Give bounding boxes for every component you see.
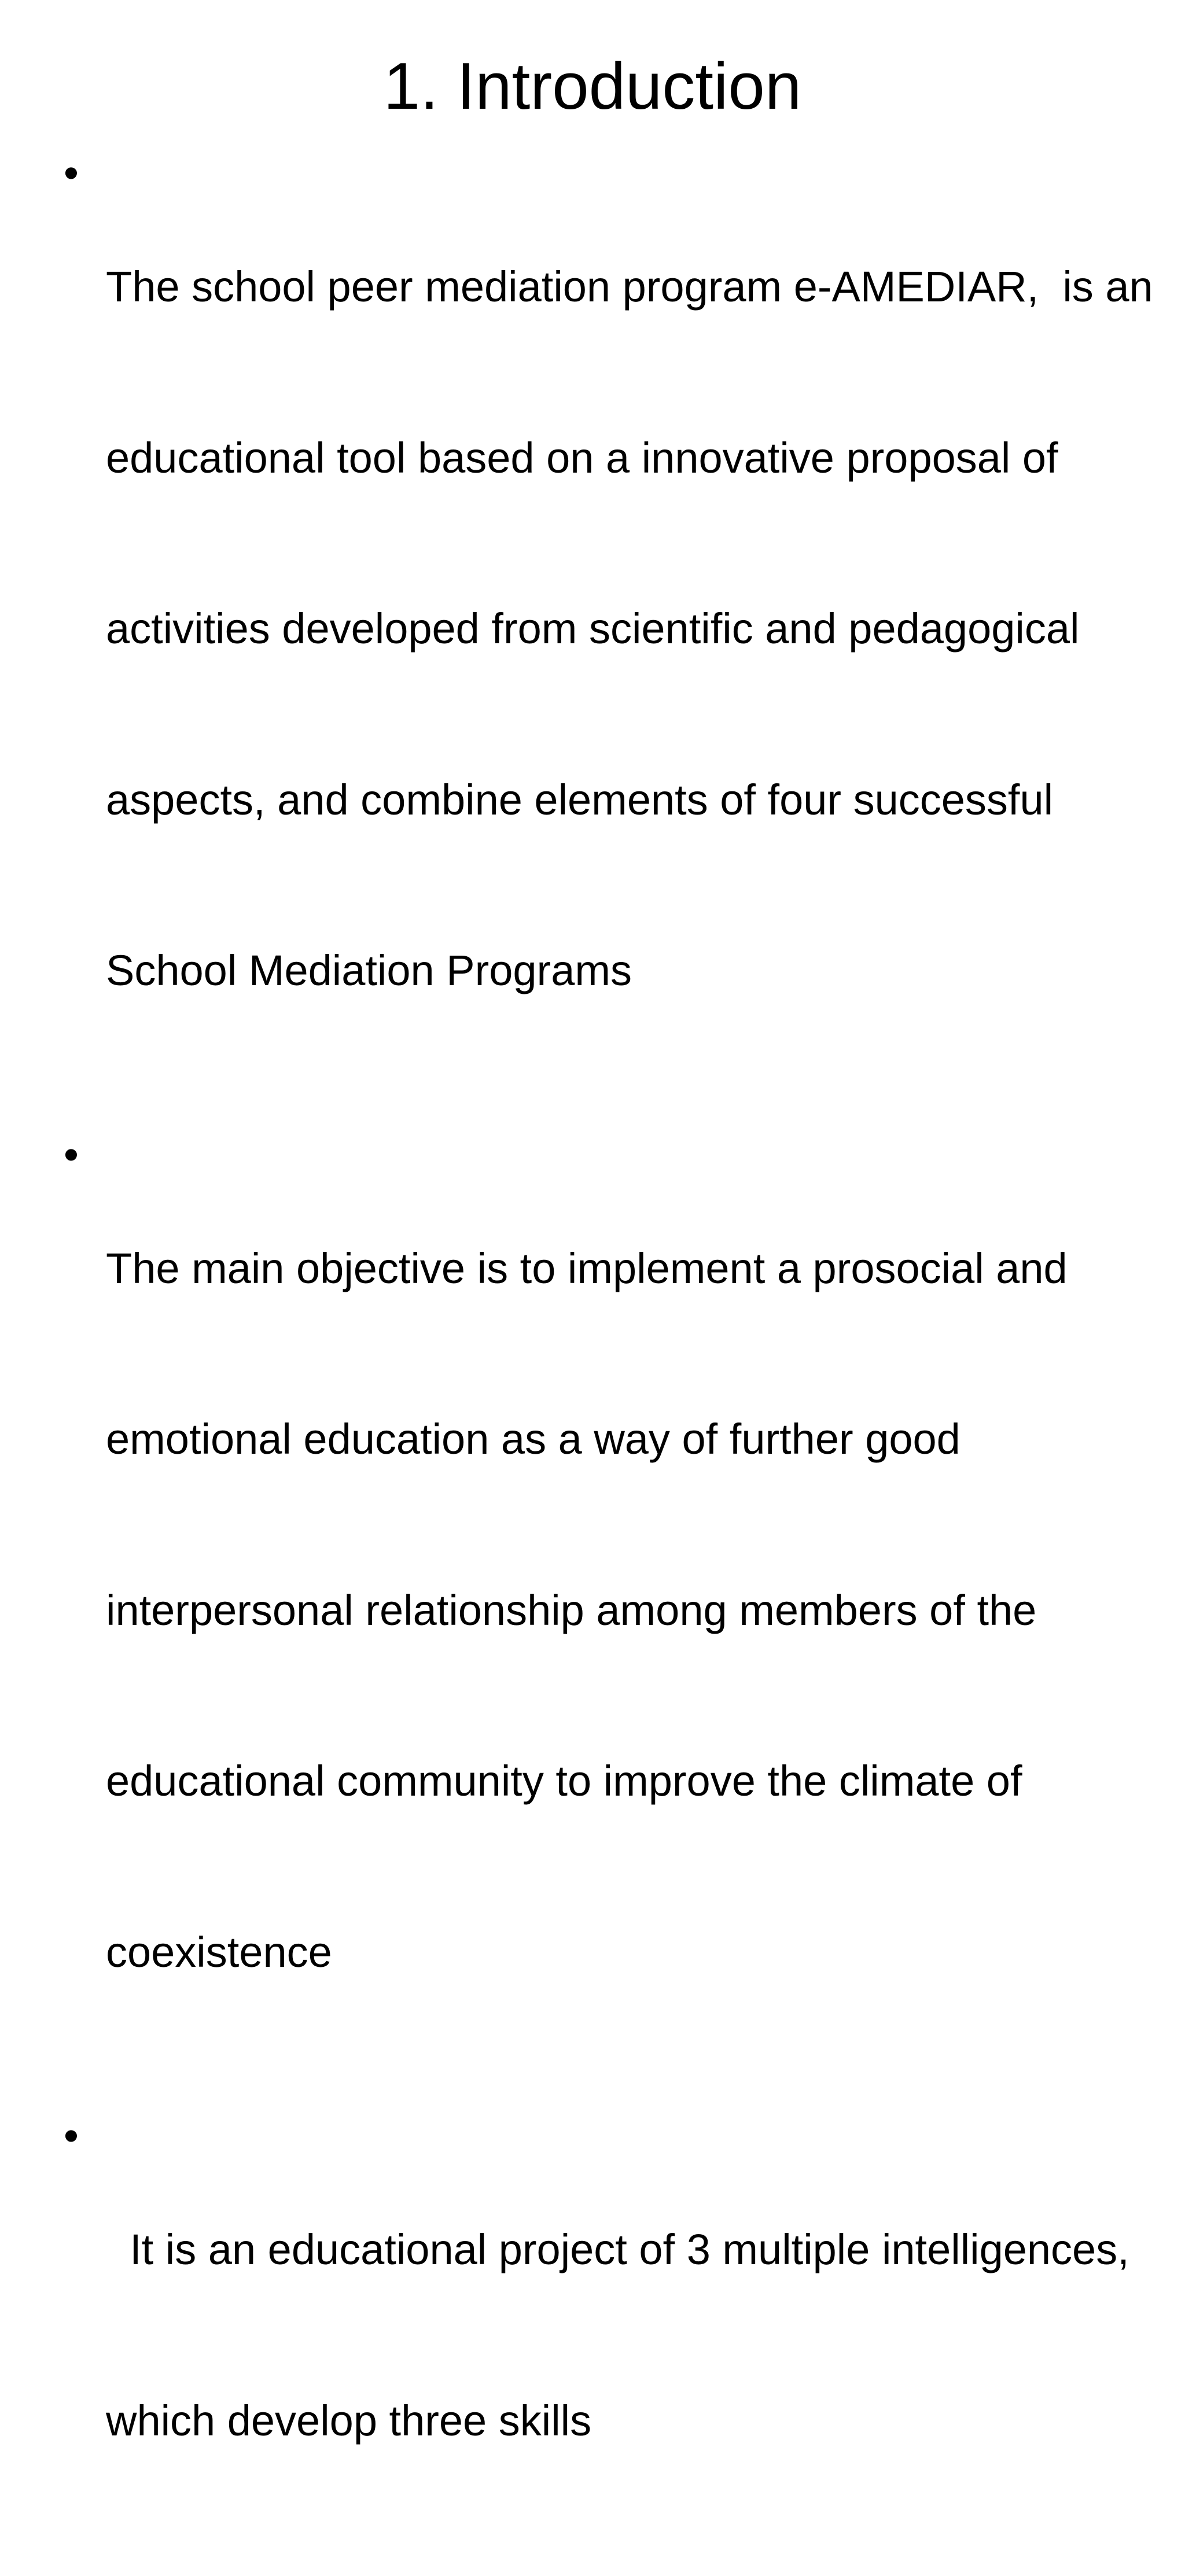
slide-title: 1. Introduction: [383, 50, 802, 123]
bullet-text: [106, 1126, 1151, 2095]
bullet-line: activities developed from scientific and pedagogical: [106, 605, 1080, 653]
bullet-line: interpersonal relationship among members of the: [106, 1586, 1037, 1634]
bullet-dot-icon: •: [64, 1130, 79, 1178]
bullet-item: [64, 1126, 1151, 2095]
bullet-line: It is an educational project of 3 multiple intelligences,: [106, 2225, 1129, 2273]
bullet-line: School Mediation Programs: [106, 946, 632, 994]
bullet-line: coexistence: [106, 1928, 332, 1976]
bullet-line: The school peer mediation program e-AMEDIAR, is an: [106, 263, 1153, 311]
bullet-text: [106, 145, 1151, 1114]
bullet-line: which develop three skills: [106, 2396, 592, 2445]
bullet-item: [64, 145, 1151, 1114]
bullet-line: educational tool based on a innovative proposal of: [106, 433, 1058, 482]
bullet-list: [64, 145, 1151, 2576]
bullet-text: [106, 2107, 1151, 2563]
bullet-line: The main objective is to implement a prosocial and: [106, 1244, 1068, 1292]
bullet-dot-icon: •: [64, 149, 79, 197]
bullet-line: emotional education as a way of further good: [106, 1415, 960, 1463]
bullet-item: [64, 2107, 1151, 2563]
bullet-line: aspects, and combine elements of four successful: [106, 775, 1054, 824]
bullet-line: educational community to improve the climate of: [106, 1757, 1022, 1805]
bullet-dot-icon: •: [64, 2111, 79, 2159]
